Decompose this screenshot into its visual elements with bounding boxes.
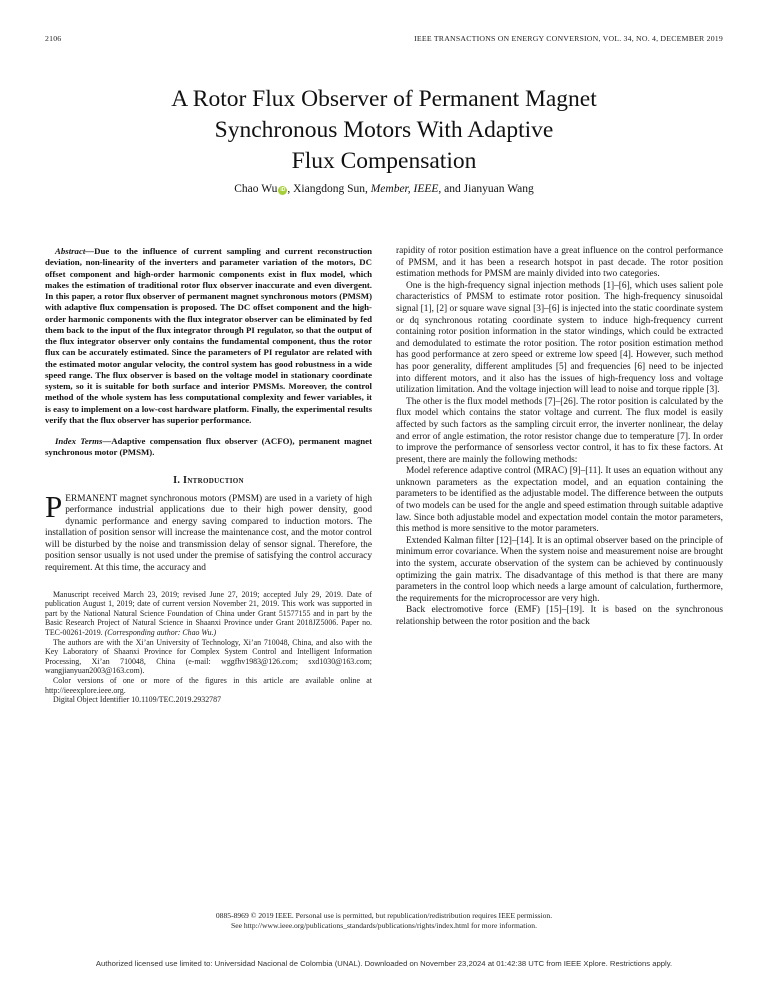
section-heading-introduction: I. Introduction (173, 474, 244, 486)
author-jianyuan-wang: , and Jianyuan Wang (438, 183, 534, 195)
title-line-3: Flux Compensation (291, 148, 477, 174)
title-line-2: Synchronous Motors With Adaptive (214, 117, 554, 143)
abstract-paragraph (45, 246, 372, 426)
body-paragraph: One is the high-frequency signal injection methods [1]–[6], which uses salient pole characteristics of PMSM to estimate rotor position. The high-frequency sinusoidal signal [1], [2] or square wave signal [3]–[6] is injected into the static coordinate system or dq synchronous rotating coordinate system to induce high-frequency current containing rotor position information in the stator windings, which could be extracted and demodulated to estimate the rotor position. The rotor position estimation method has good performance at zero speed or extreme low speed [4]. However, such method has poor generality, different amplitudes [5] and frequencies [6] need to be injected into different motors, and it also has the issues of high-frequency loss and voltage utilization limitation. And the voltage injection will lead to noise and torque ripple [3]. (396, 280, 723, 396)
introduction-text: ERMANENT magnet synchronous motors (PMSM) are used in a variety of high performance industrial applications due to their high power density, good dynamic performance and energy saving compared to induction motors. The installation of position sensor will increase the maintenance cost, and the motor control will be disturbed by the noise and transmission delay of sensor signal. Therefore, the position sensor usually is not used under the premise of satisfying the control accuracy requirement. At this time, the accuracy and (45, 493, 372, 574)
membership-label: Member, IEEE (370, 183, 439, 195)
copyright-footer (0, 911, 768, 931)
corresponding-author-note: (Corresponding author: Chao Wu.) (104, 628, 217, 638)
footnote-affiliation: The authors are with the Xi’an University of Technology, Xi’an 710048, China, and also with the Key Laboratory of Shaanxi Province for Complex System Control and Intelligent Information Processing, Xi’an 710048, China (e-mail: wggfhv1983@126.com; sxd1030@163.com; wangjianyuan2003@163.com). (45, 637, 372, 676)
index-terms-text: Adaptive compensation flux observer (ACFO), permanent magnet synchronous motor (PMSM). (45, 436, 372, 458)
journal-title: IEEE TRANSACTIONS ON ENERGY CONVERSION, VOL. 34, NO. 4, DECEMBER 2019 (414, 34, 723, 43)
left-column (45, 246, 372, 705)
index-terms-label: Index Terms— (55, 436, 112, 446)
footnote-color-versions: Color versions of one or more of the figures in this article are available online at http://ieeexplore.ieee.org. (45, 676, 372, 695)
first-page-footnotes (45, 590, 372, 705)
abstract-label: Abstract— (55, 246, 95, 256)
page-number: 2106 (45, 34, 62, 43)
license-footer: Authorized licensed use limited to: Universidad Nacional de Colombia (UNAL). Downloaded on November 23,2024 at 01:42:38 UTC from IEEE Xplore. Restrictions apply. (95, 959, 673, 968)
running-header (45, 34, 723, 43)
title-line-1: A Rotor Flux Observer of Permanent Magnet (171, 86, 597, 112)
author-chao-wu: Chao Wu (234, 183, 278, 195)
authors-line (0, 183, 768, 195)
dropcap-letter: P (45, 488, 63, 524)
footnote-manuscript: Manuscript received March 23, 2019; revised June 27, 2019; accepted July 29, 2019. Date of publication August 1, 2019; date of current version November 21, 2019. This work was supported in part by the National Natural Science Foundation of China under Grant 51577155 and in part by the Basic Research Project of Natural Science in Shaanxi Province under Grant 2018JZ5006. Paper no. TEC-00261-2019. (Corresponding author: Chao Wu.) (45, 589, 372, 638)
orcid-icon[interactable]: iD (280, 187, 286, 193)
copyright-line-2: See http://www.ieee.org/publications_standards/publications/rights/index.html for more information. (230, 921, 537, 930)
body-paragraph: Model reference adaptive control (MRAC) [9]–[11]. It uses an equation without any unknown parameters as the expectation model, and an equation containing the parameters to be identified as the adjustable model. The difference between the outputs of two models can be used for the angle and speed estimation through suitable adaptive law. Since both adjustable model and expectation model contain the motor parameters, this method is more sensitive to the motor parameters. (396, 466, 723, 535)
right-column (396, 246, 723, 705)
two-column-body (45, 246, 723, 705)
author-separator: , Xiangdong Sun, (287, 183, 371, 195)
introduction-paragraph (45, 488, 372, 575)
paper-title (0, 84, 768, 177)
abstract-text: Due to the influence of current sampling and current reconstruction deviation, non-linearity of the inverters and parameter variation of the motors, DC offset component and high-order harmonic components exist in flux model, which makes the estimation of traditional rotor flux observer inaccurate and even divergent. In this paper, a rotor flux observer of permanent magnet synchronous motors (PMSM) with adaptive flux compensation is proposed. The DC offset component and the high-order harmonic components with the flux integrator observer can be eliminated by fed them back to the input of the flux integrator through PI regulator, so that the output of the flux integrator observer only contains the fundamental component, thus the rotor flux can be accurately estimated. Since the parameters of PI regulator are related with the estimated motor angular velocity, the control system has good robustness in a wide speed range. The flux observer is based on the voltage model in stationary coordinate system, so it is suitable for both surface and interior PMSMs. Moreover, the control method of the whole system has less computational complexity and fewer variables, it is easy to implement on a low-cost hardware platform. Finally, the experimental results verify that the flux observer has superior performance. (45, 246, 372, 425)
footnote-doi: Digital Object Identifier 10.1109/TEC.2019.2932787 (53, 695, 222, 705)
index-terms-paragraph (45, 436, 372, 459)
body-paragraph: The other is the flux model methods [7]–[26]. The rotor position is calculated by the flux model which contains the stator voltage and current. The flux model is easily affected by such factors as the sampling circuit error, the inverter nonlinear, the delay and error of angle estimation, the rotor resistor change due to temperature [7]. In order to improve the performance of sensorless vector control, it has to fix these factors. At present, there are mainly the following methods: (396, 396, 723, 465)
body-paragraph: rapidity of rotor position estimation have a great influence on the control performance of PMSM, and it has been a research hotspot in past decade. The rotor position estimation methods for PMSM are mainly divided into two categories. (396, 246, 723, 280)
body-paragraph: Back electromotive force (EMF) [15]–[19]. It is based on the synchronous relationship between the rotor position and the back (396, 605, 723, 627)
copyright-line-1: 0885-8969 © 2019 IEEE. Personal use is permitted, but republication/redistribution requires IEEE permission. (215, 911, 553, 920)
body-paragraph: Extended Kalman filter [12]–[14]. It is an optimal observer based on the principle of minimum error covariance. When the system noise and measurement noise are brought into the system, accurate observation of the system can be achieved by continuously optimizing the gain matrix. The disadvantage of this method is that there are many parameters in the control loop which needs a large amount of calculation, furthermore, the requirements for the microprocessor are very high. (396, 535, 723, 604)
